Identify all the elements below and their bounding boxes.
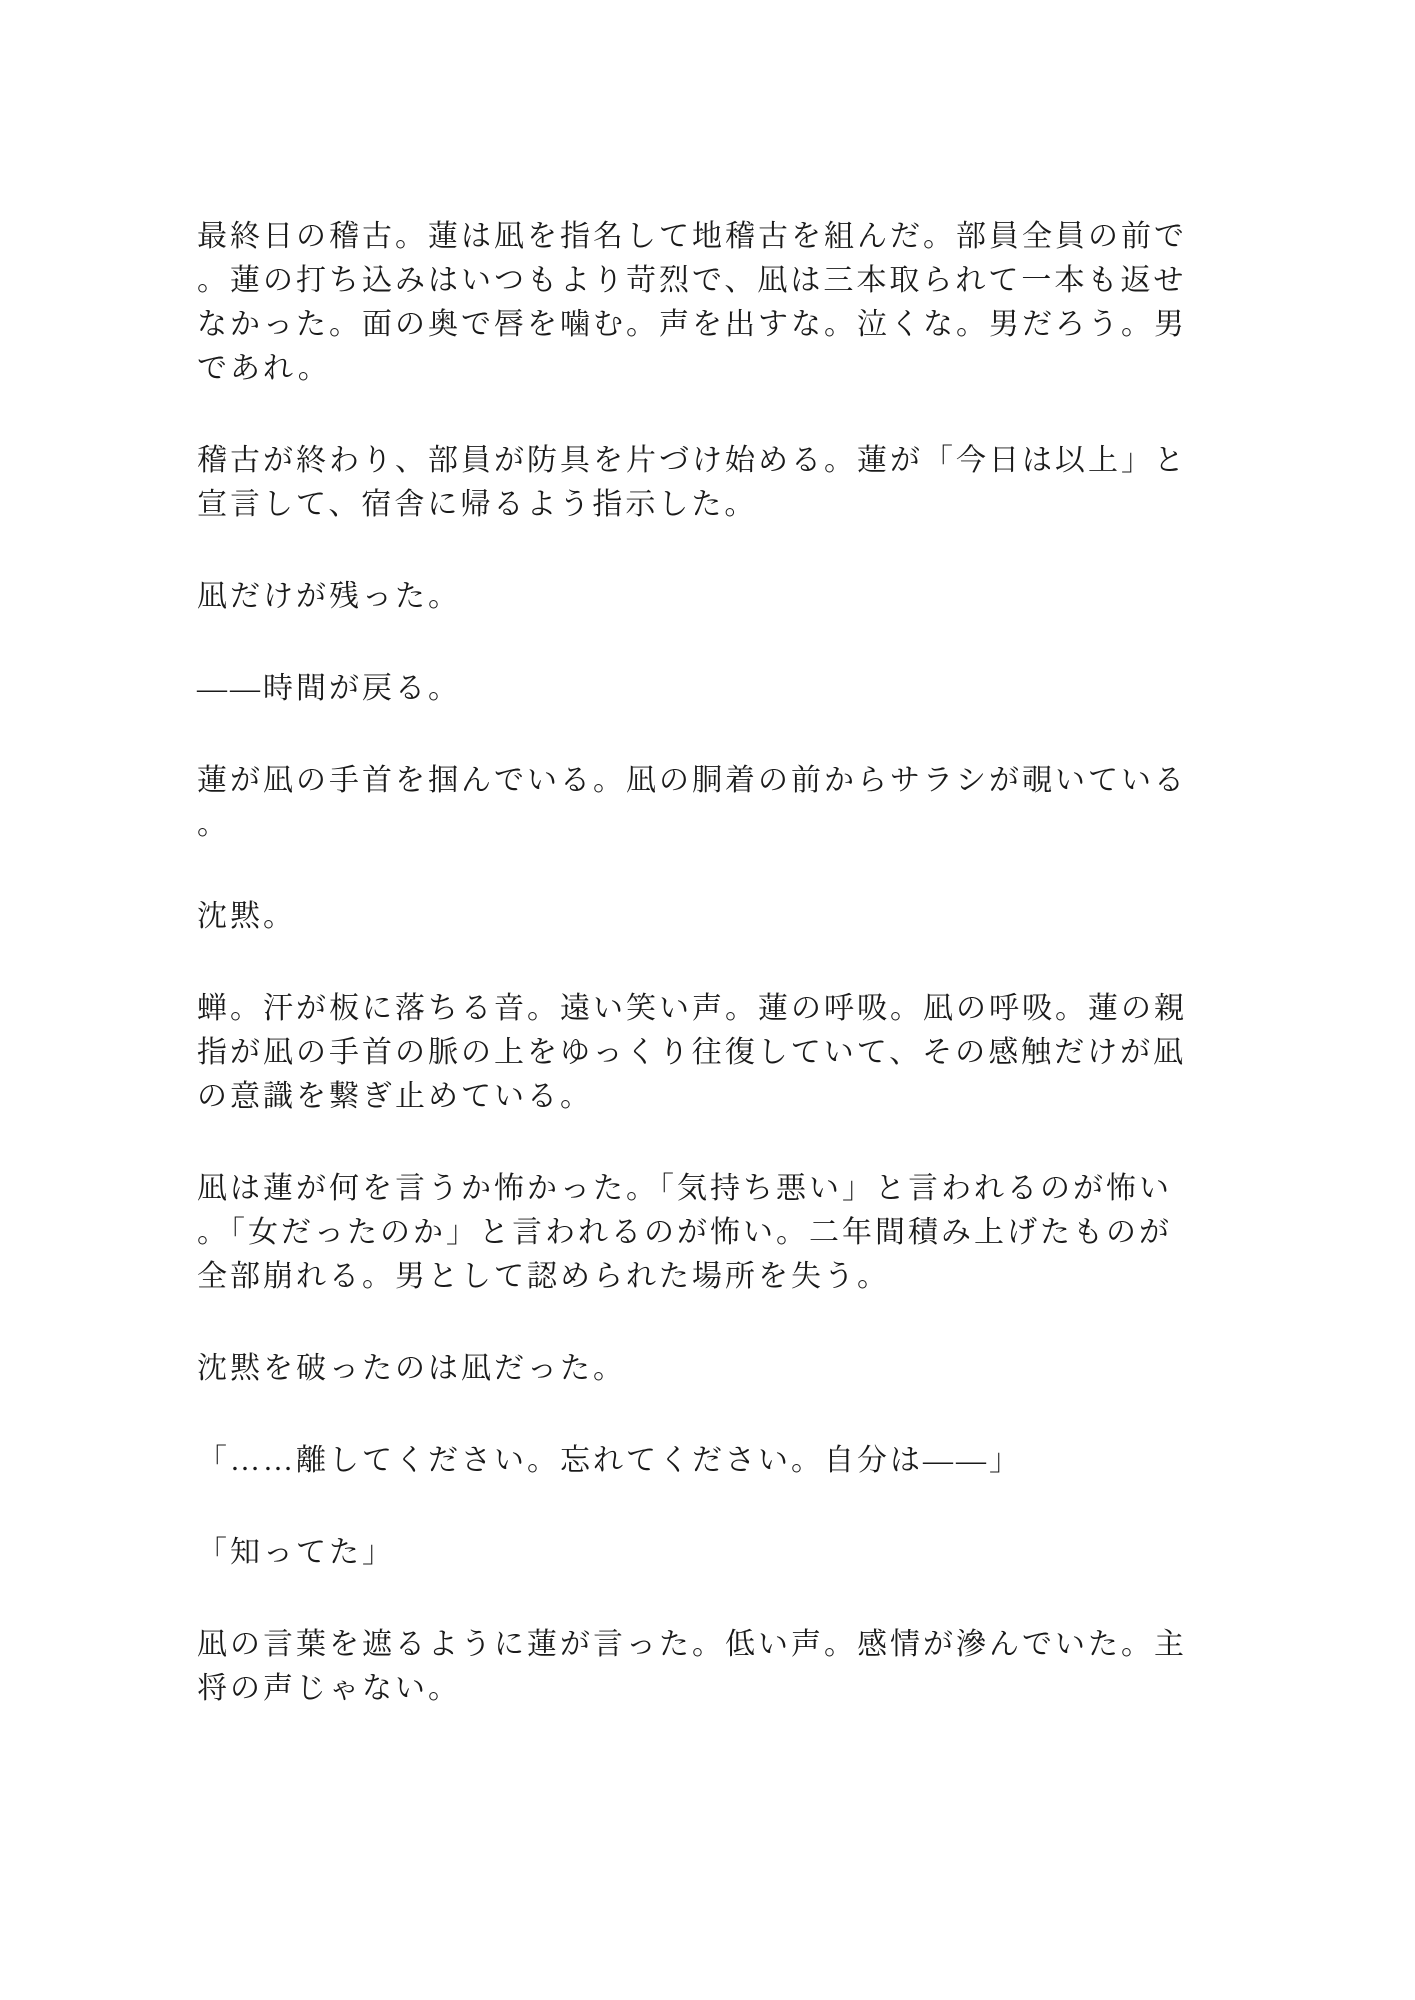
paragraph [197,439,1207,527]
text-line: であれ。 [197,352,331,385]
text-line: 沈黙を破ったのは凪だった。 [197,1352,626,1385]
paragraph [197,667,1207,711]
paragraph [197,1347,1207,1391]
text-line: 蝉。汗が板に落ちる音。遠い笑い声。蓮の呼吸。凪の呼吸。蓮の親 [197,992,1187,1025]
paragraph [197,215,1207,391]
paragraph [197,759,1207,847]
paragraph [197,1531,1207,1575]
text-line: 凪だけが残った。 [197,580,461,613]
text-line: なかった。面の奥で唇を噛む。声を出すな。泣くな。男だろう。男 [197,308,1187,341]
story-text [197,215,1207,1759]
text-line: 最終日の稽古。蓮は凪を指名して地稽古を組んだ。部員全員の前で [197,220,1187,253]
text-line: 将の声じゃない。 [197,1672,461,1705]
text-line: 蓮が凪の手首を掴んでいる。凪の胴着の前からサラシが覗いている [197,764,1187,797]
paragraph [197,1167,1207,1299]
text-line: ——時間が戻る。 [197,672,461,705]
paragraph [197,987,1207,1119]
text-line: 全部崩れる。男として認められた場所を失う。 [197,1260,890,1293]
paragraph [197,895,1207,939]
text-line: 。 [197,808,230,841]
text-line: 。「女だったのか」と言われるのが怖い。二年間積み上げたものが [197,1216,1172,1249]
text-line: 「知ってた」 [197,1536,395,1569]
text-line: 沈黙。 [197,900,296,933]
paragraph [197,575,1207,619]
text-line: の意識を繋ぎ止めている。 [197,1080,593,1113]
paragraph [197,1623,1207,1711]
text-line: 「……離してください。忘れてください。自分は——」 [197,1444,1022,1477]
text-line: 指が凪の手首の脈の上をゆっくり往復していて、その感触だけが凪 [197,1036,1187,1069]
text-line: 凪の言葉を遮るように蓮が言った。低い声。感情が滲んでいた。主 [197,1628,1187,1661]
text-line: 稽古が終わり、部員が防具を片づけ始める。蓮が「今日は以上」と [197,444,1187,477]
text-line: 宣言して、宿舎に帰るよう指示した。 [197,488,758,521]
paragraph [197,1439,1207,1483]
text-line: 。蓮の打ち込みはいつもより苛烈で、凪は三本取られて一本も返せ [197,264,1187,297]
text-line: 凪は蓮が何を言うか怖かった。「気持ち悪い」と言われるのが怖い [197,1172,1172,1205]
